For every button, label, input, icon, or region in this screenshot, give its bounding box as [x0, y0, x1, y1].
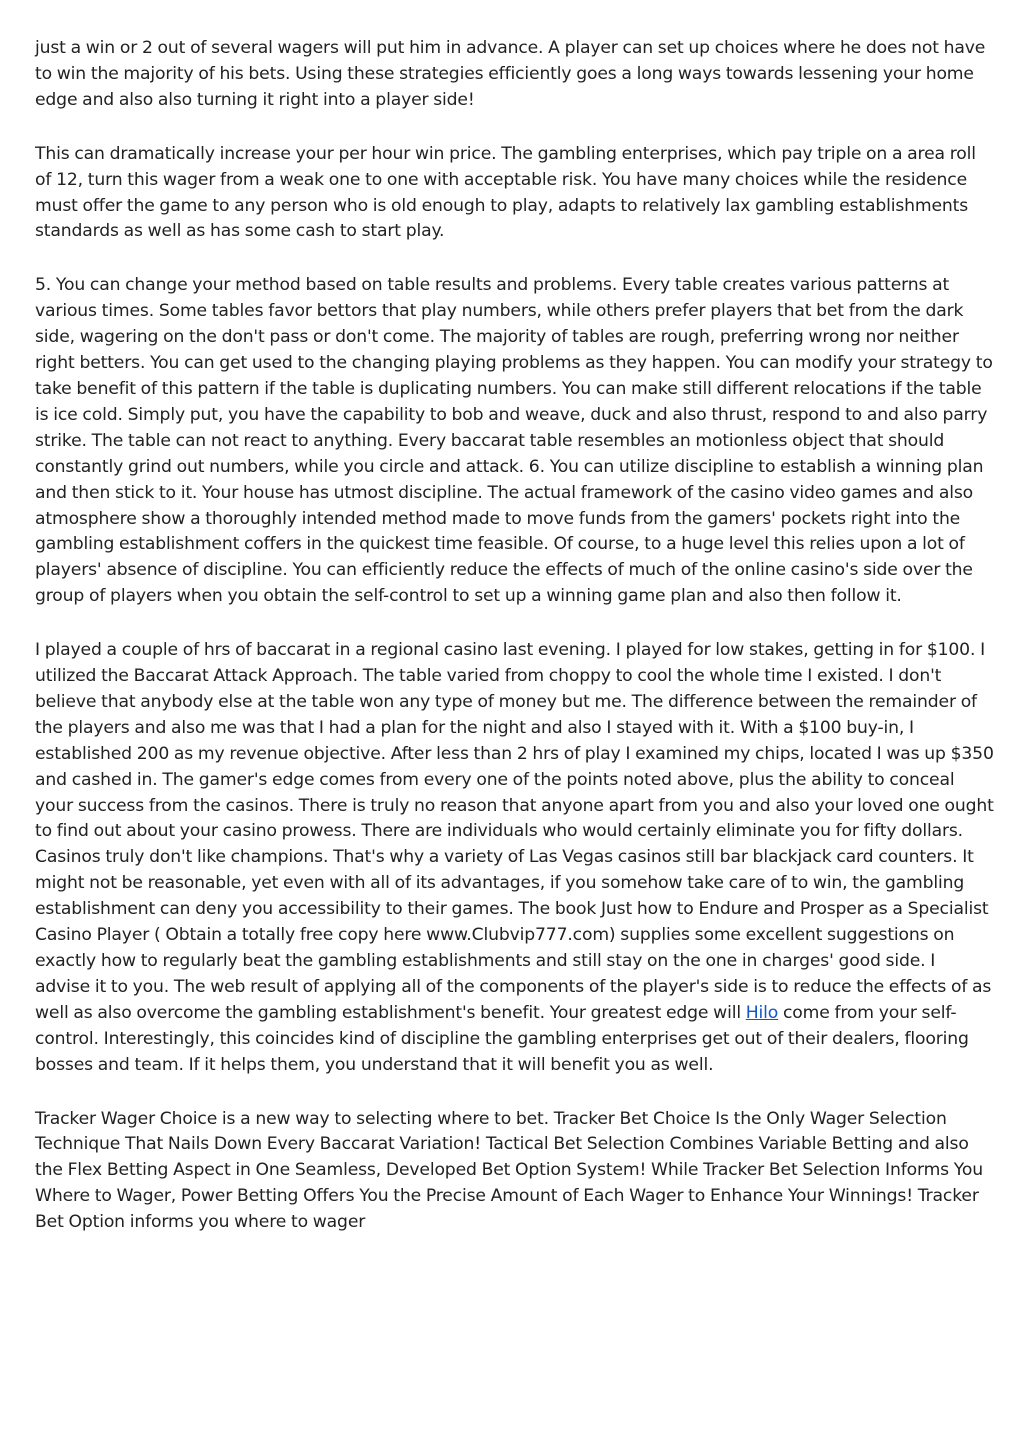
document-page — [35, 36, 995, 1264]
hilo-link[interactable]: Hilo — [745, 1002, 779, 1023]
paragraph-3: 5. You can change your method based on table results and problems. Every table creates various patterns at various times. Some tables favor bettors that play numbers, while others prefer players that bet from the dark side, wagering on the don't pass or don't come. The majority of tables are rough, preferring wrong nor neither right betters. You can get used to the changing playing problems as they happen. You can modify your strategy to take benefit of this pattern if the table is duplicating numbers. You can make still different relocations if the table is ice cold. Simply put, you have the capability to bob and weave, duck and also thrust, respond to and also parry strike. The table can not react to anything. Every baccarat table resembles an motionless object that should constantly grind out numbers, while you circle and attack. 6. You can utilize discipline to establish a winning plan and then stick to it. Your house has utmost discipline. The actual framework of the casino video games and also atmosphere show a thoroughly intended method made to move funds from the gamers' pockets right into the gambling establishment coffers in the quickest time feasible. Of course, to a huge level this relies upon a lot of players' absence of discipline. You can efficiently reduce the effects of much of the online casino's side over the group of players when you obtain the self-control to set up a winning game plan and also then follow it. — [35, 275, 993, 607]
paragraph-4 — [35, 638, 995, 1078]
paragraph-5: Tracker Wager Choice is a new way to selecting where to bet. Tracker Bet Choice Is the Only Wager Selection Technique That Nails Down Every Baccarat Variation! Tactical Bet Selection Combines Variable Betting and also the Flex Betting Aspect in One Seamless, Developed Bet Option System! While Tracker Bet Selection Informs You Where to Wager, Power Betting Offers You the Precise Amount of Each Wager to Enhance Your Winnings! Tracker Bet Option informs you where to wager — [35, 1108, 983, 1233]
paragraph-4-text-before-link: I played a couple of hrs of baccarat in a regional casino last evening. I played for low stakes, getting in for $100. I utilized the Baccarat Attack Approach. The table varied from choppy to cool the whole time I existed. I don't believe that anybody else at the table won any type of money but me. The difference between the remainder of the players and also me was that I had a plan for the night and also I stayed with it. With a $100 buy-in, I established 200 as my revenue objective. After less than 2 hrs of play I examined my chips, located I was up $350 and cashed in. The gamer's edge comes from every one of the points noted above, plus the ability to conceal your success from the casinos. There is truly no reason that anyone apart from you and also your loved one ought to find out about your casino prowess. There are individuals who would certainly eliminate you for fifty dollars. Casinos truly don't like champions. That's why a variety of Las Vegas casinos still bar blackjack card counters. It might not be reasonable, yet even with all of its advantages, if you somehow take care of to win, the gambling establishment can deny you accessibility to their games. The book Just how to Endure and Prosper as a Specialist Casino Player ( Obtain a totally free copy here www.Clubvip777.com) supplies some excellent suggestions on exactly how to regularly beat the gambling establishments and still stay on the one in charges' good side. I advise it to you. The web result of applying all of the components of the player's side is to reduce the effects of as well as also overcome the gambling establishment's benefit. Your greatest edge will — [35, 640, 994, 1023]
paragraph-1: just a win or 2 out of several wagers will put him in advance. A player can set up choices where he does not have to win the majority of his bets. Using these strategies efficiently goes a long ways towards lessening your home edge and also also turning it right into a player side! — [35, 38, 986, 110]
paragraph-4-text-after-link: come from your self-control. Interestingly, this coincides kind of discipline the gambling enterprises get out of their dealers, flooring bosses and team. If it helps them, you understand that it will benefit you as well. — [35, 1002, 969, 1075]
paragraph-2: This can dramatically increase your per hour win price. The gambling enterprises, which pay triple on a area roll of 12, turn this wager from a weak one to one with acceptable risk. You have many choices while the residence must offer the game to any person who is old enough to play, adapts to relatively lax gambling establishments standards as well as has some cash to start play. — [35, 143, 976, 242]
